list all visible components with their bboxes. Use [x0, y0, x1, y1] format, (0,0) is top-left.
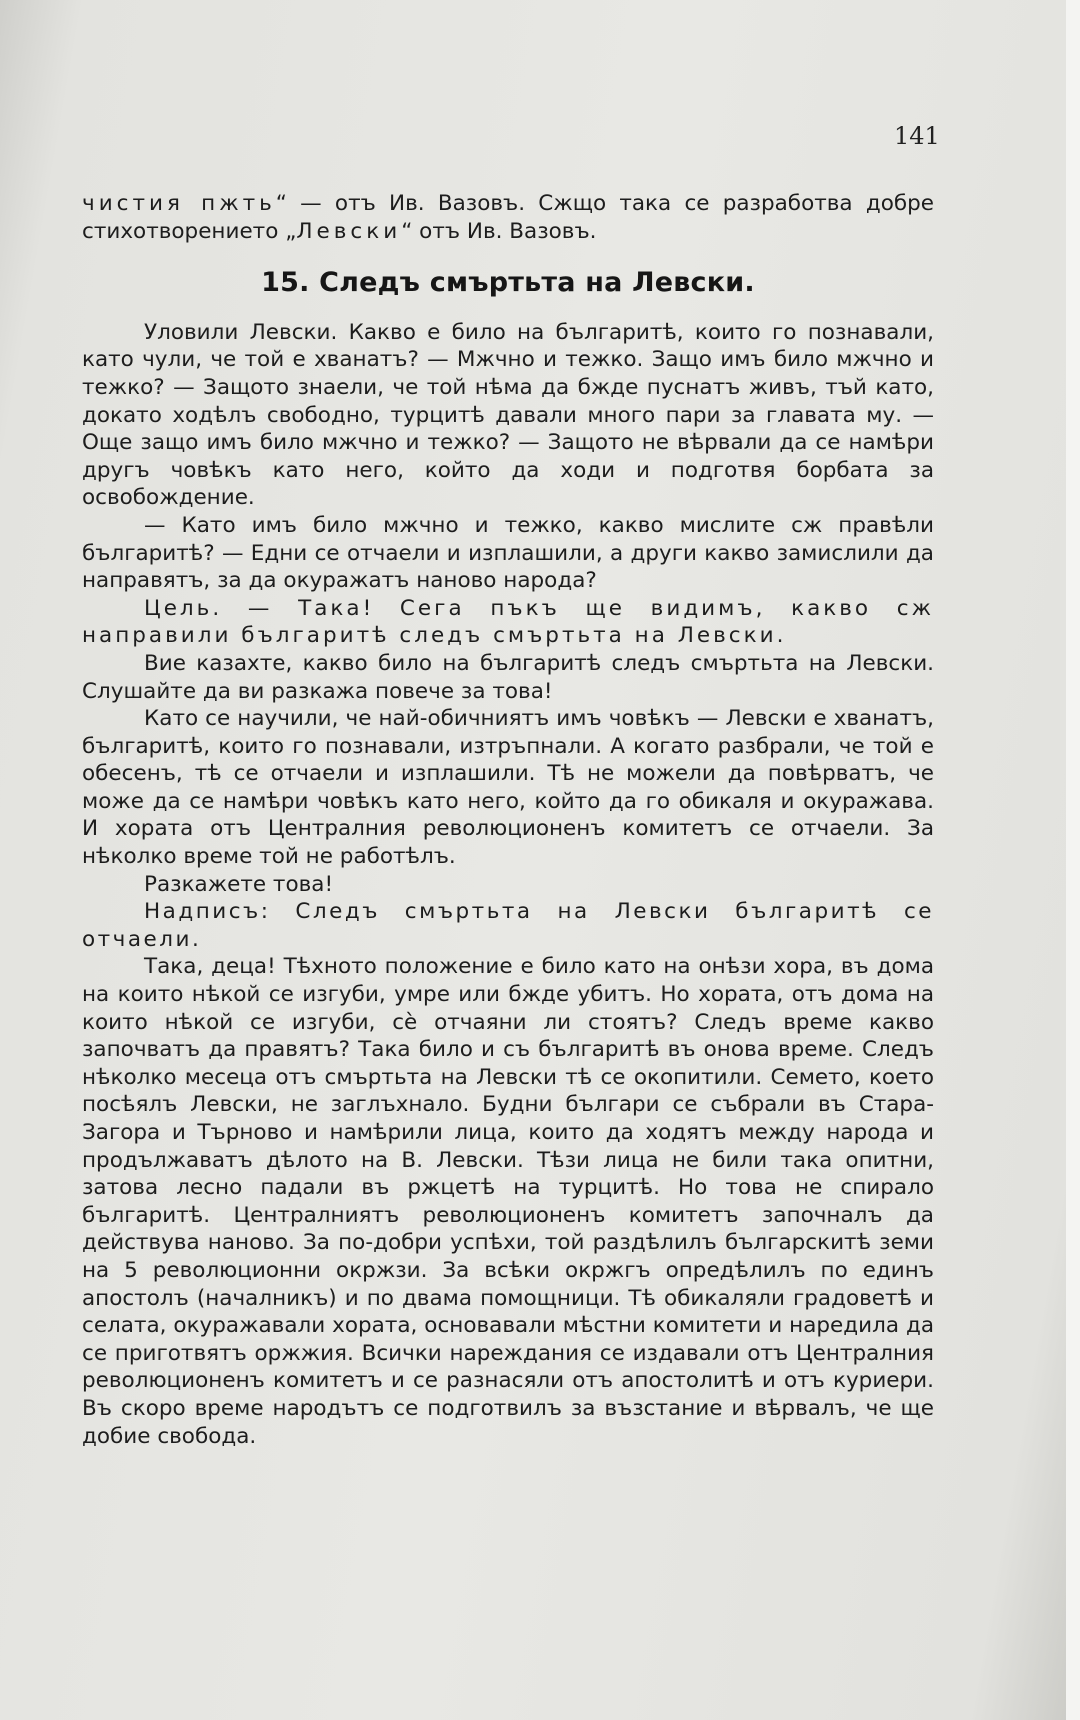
section-heading: 15. Следъ смъртьта на Левски. [261, 267, 755, 299]
paragraph-6: Разкажете това! [144, 871, 334, 897]
paragraph-8: Така, деца! Тѣхното положение е било като на онѣзи хора, въ дома на които нѣкой се изгуби, умре или бжде убитъ. Но хората, отъ дома на които нѣкой се изгуби, сѐ отчаяни ли стоятъ? Следъ време какво започватъ да правятъ? Така било и съ българитѣ въ онова време. Следъ нѣколко месеца отъ смъртьта на Левски тѣ се окопитили. Семето, което посѣялъ Левски, не заглъхнало. Будни българи се събрали въ Стара-Загора и Търново и намѣрили лица, които да ходятъ между народа и продължаватъ дѣлото на В. Левски. Тѣзи лица не били така опитни, затова лесно падали въ ржцетѣ на турцитѣ. Но това не спирало българитѣ. Централниятъ революционенъ комитетъ започналъ да действува наново. За по-добри успѣхи, той раздѣлилъ българскитѣ земи на 5 революционни окржзи. За всѣки окржгъ опредѣлилъ по единъ апостолъ (началникъ) и по двама помощници. Тѣ обикаляли градоветѣ и селата, окуражавали хората, основавали мѣстни комитети и наредила да се приготвятъ оржжия. Всички нареждания се издавали отъ Централния революционенъ комитетъ и се разнасяли отъ апостолитѣ и отъ куриери. Въ скоро време народътъ се подготвилъ за възстание и вѣрвалъ, че ще добие свобода. [82, 954, 934, 1449]
page-number: 141 [894, 122, 940, 150]
intro-levski-spaced: Левски [296, 218, 402, 244]
page-text [82, 190, 934, 1450]
intro-text-end: “ отъ Ив. Вазовъ. [401, 218, 597, 244]
paragraph-2: — Като имъ било мжчно и тежко, какво мислите сж правѣли българитѣ? — Едни се отчаели и изплашили, а други какво замислили да направятъ, за да окуражатъ наново народа? [82, 512, 934, 594]
paragraph-inscription: Надписъ: Следъ смъртьта на Левски българитѣ се отчаели. [82, 899, 934, 952]
intro-title-spaced: чистия пжть [82, 191, 276, 216]
paragraph-1: Уловили Левски. Какво е било на българитѣ, които го познавали, като чули, че той е хванатъ? — Мжчно и тежко. Защо имъ било мжчно и тежко? — Защото знаели, че той нѣма да бжде пуснатъ живъ, тъй като, докато ходѣлъ свободно, турцитѣ давали много пари за главата му. — Още защо имъ било мжчно и тежко? — Защото не вѣрвали да се намѣри другъ човѣкъ като него, който да ходи и подготвя борбата за освобождение. [82, 319, 934, 511]
paragraph-5: Като се научили, че най-обичниятъ имъ човѣкъ — Левски е хванатъ, българитѣ, които го познавали, изтръпнали. А когато разбрали, че той е обесенъ, тѣ се отчаели и изплашили. Тѣ не можели да повѣрватъ, че може да се намѣри човѣкъ като него, който да го обикаля и окуражава. И хората отъ Централния революционенъ комитетъ се отчаели. За нѣколко време той не работѣлъ. [82, 706, 934, 870]
page-edge [1066, 0, 1080, 1720]
paragraph-4: Вие казахте, какво било на българитѣ следъ смъртьта на Левски. Слушайте да ви разкажа повече за това! [82, 650, 934, 704]
intro-text: “ — отъ Ив. Вазовъ. Сжщо така се разработва добре стихотворението „ [82, 191, 934, 244]
paragraph-goal: Цель. — Така! Сега пъкъ ще видимъ, какво сж направили българитѣ следъ смъртьта на Левски. [82, 595, 934, 649]
intro-paragraph [82, 190, 934, 245]
